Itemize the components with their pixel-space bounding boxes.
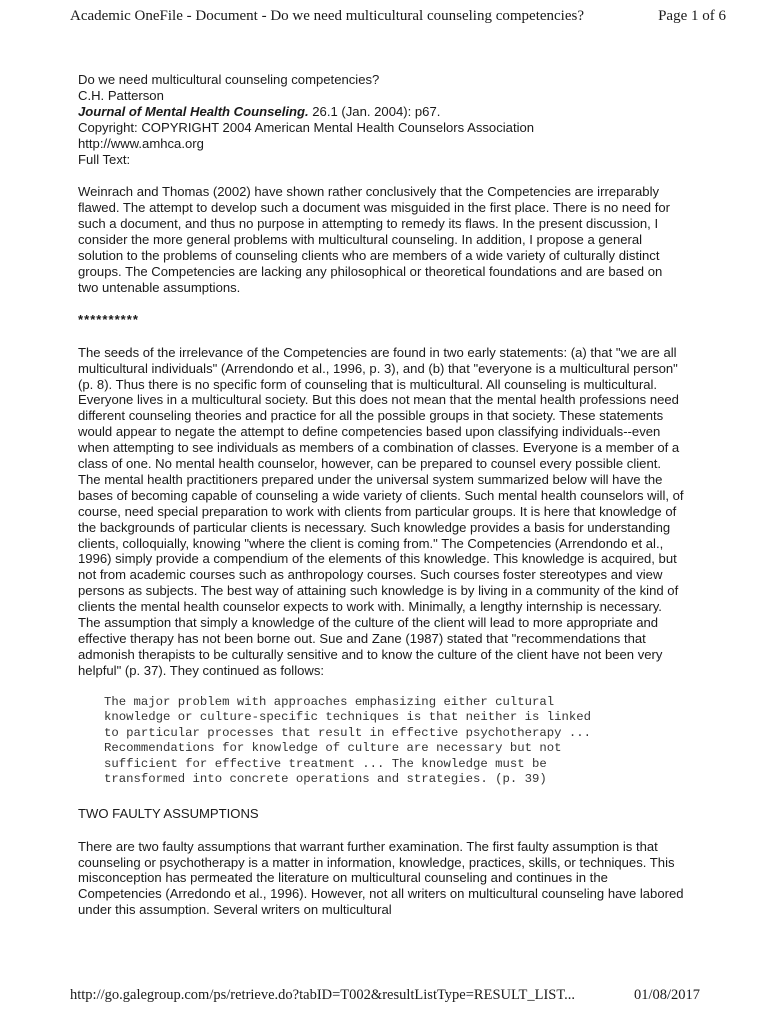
full-text-label: Full Text: xyxy=(78,151,131,167)
quote-line: The major problem with approaches emphasizing either cultural xyxy=(104,694,555,709)
journal-citation xyxy=(78,104,684,120)
quote-line: Recommendations for knowledge of culture are necessary but not xyxy=(104,741,562,756)
document-header-title: Academic OneFile - Document - Do we need multicultural counseling competencies? xyxy=(70,8,584,24)
publisher-url[interactable]: http://www.amhca.org xyxy=(78,135,204,151)
section-heading: TWO FAULTY ASSUMPTIONS xyxy=(78,805,259,821)
article-author: C.H. Patterson xyxy=(78,87,164,103)
footer-url[interactable]: http://go.galegroup.com/ps/retrieve.do?tabID=T002&resultListType=RESULT_LIST... xyxy=(70,987,576,1003)
quote-line: to particular processes that result in effective psychotherapy ... xyxy=(104,725,592,740)
block-quote xyxy=(104,695,696,788)
article-title: Do we need multicultural counseling competencies? xyxy=(78,72,380,87)
print-footer xyxy=(70,987,700,1004)
journal-details: 26.1 (Jan. 2004): p67. xyxy=(308,103,441,119)
quote-line: knowledge or culture-specific techniques is that neither is linked xyxy=(104,710,592,725)
journal-name: Journal of Mental Health Counseling. xyxy=(78,103,309,119)
print-header xyxy=(70,8,726,25)
page-indicator: Page 1 of 6 xyxy=(658,8,726,24)
quote-line: transformed into concrete operations and strategies. (p. 39) xyxy=(104,772,547,787)
body-paragraph-1: Weinrach and Thomas (2002) have shown rather conclusively that the Competencies are irreparably flawed. The attempt to develop such a document was misguided in the first place. There is no need for such a document, and thus no purpose in attempting to remedy its flaws. In the present discussion, I consider the more general problems with multicultural counseling. In addition, I propose a general solution to the problems of counseling clients who are members of a wide variety of culturally distinct groups. The Competencies are lacking any philosophical or theoretical foundations and are based on two untenable assumptions. xyxy=(78,184,670,295)
body-paragraph-3: There are two faulty assumptions that warrant further examination. The first faulty assumption is that counseling or psychotherapy is a matter in information, knowledge, practices, skills, or techniques. This misconception has permeated the literature on multicultural counseling and continues in the Competencies (Arredondo et al., 1996). However, not all writers on multicultural counseling have labored under this assumption. Several writers on multicultural xyxy=(78,838,684,918)
article-content xyxy=(78,72,684,918)
print-date: 01/08/2017 xyxy=(633,987,700,1003)
article-metadata xyxy=(78,72,684,167)
section-separator: ********** xyxy=(78,311,139,327)
body-paragraph-2: The seeds of the irrelevance of the Competencies are found in two early statements: (a) that "we are all multicultural individuals" (Arrendondo et al., 1996, p. 3), and (b) that "everyone is a multicultural person" (p. 8). Thus there is no specific form of counseling that is multicultural. All counseling is multicultural. Everyone lives in a multicultural society. But this does not mean that the mental health professions need different counseling theories and practice for all the possible groups in that society. These statements would appear to negate the attempt to define competencies based upon classifying individuals--even when attempting to see individuals as members of a combination of classes. Everyone is a member of a class of one. No mental health counselor, however, can be prepared to counsel every possible client. The mental health practitioners prepared under the universal system summarized below will have the bases of becoming capable of counseling a wide variety of clients. Such mental health counselors will, of course, need special preparation to work with clients from particular groups. It is here that knowledge of the backgrounds of particular clients is necessary. Such knowledge provides a basis for understanding clients, colloquially, knowing "where the client is coming from." The Competencies (Arrendondo et al., 1996) simply provide a compendium of the elements of this knowledge. This knowledge is acquired, but not from academic courses such as anthropology courses. Such courses foster stereotypes and view persons as subjects. The best way of attaining such knowledge is by living in a community of the kind of clients the mental health counselor expects to work with. Minimally, a lengthy internship is necessary. The assumption that simply a knowledge of the culture of the client will lead to more appropriate and effective therapy has not been borne out. Sue and Zane (1987) stated that "recommendations that admonish therapists to be culturally sensitive and to know the culture of the client have not been very helpful" (p. 37). They continued as follows: xyxy=(78,344,684,678)
copyright-line: Copyright: COPYRIGHT 2004 American Mental Health Counselors Association xyxy=(78,119,535,135)
quote-line: sufficient for effective treatment ... The knowledge must be xyxy=(104,756,547,771)
